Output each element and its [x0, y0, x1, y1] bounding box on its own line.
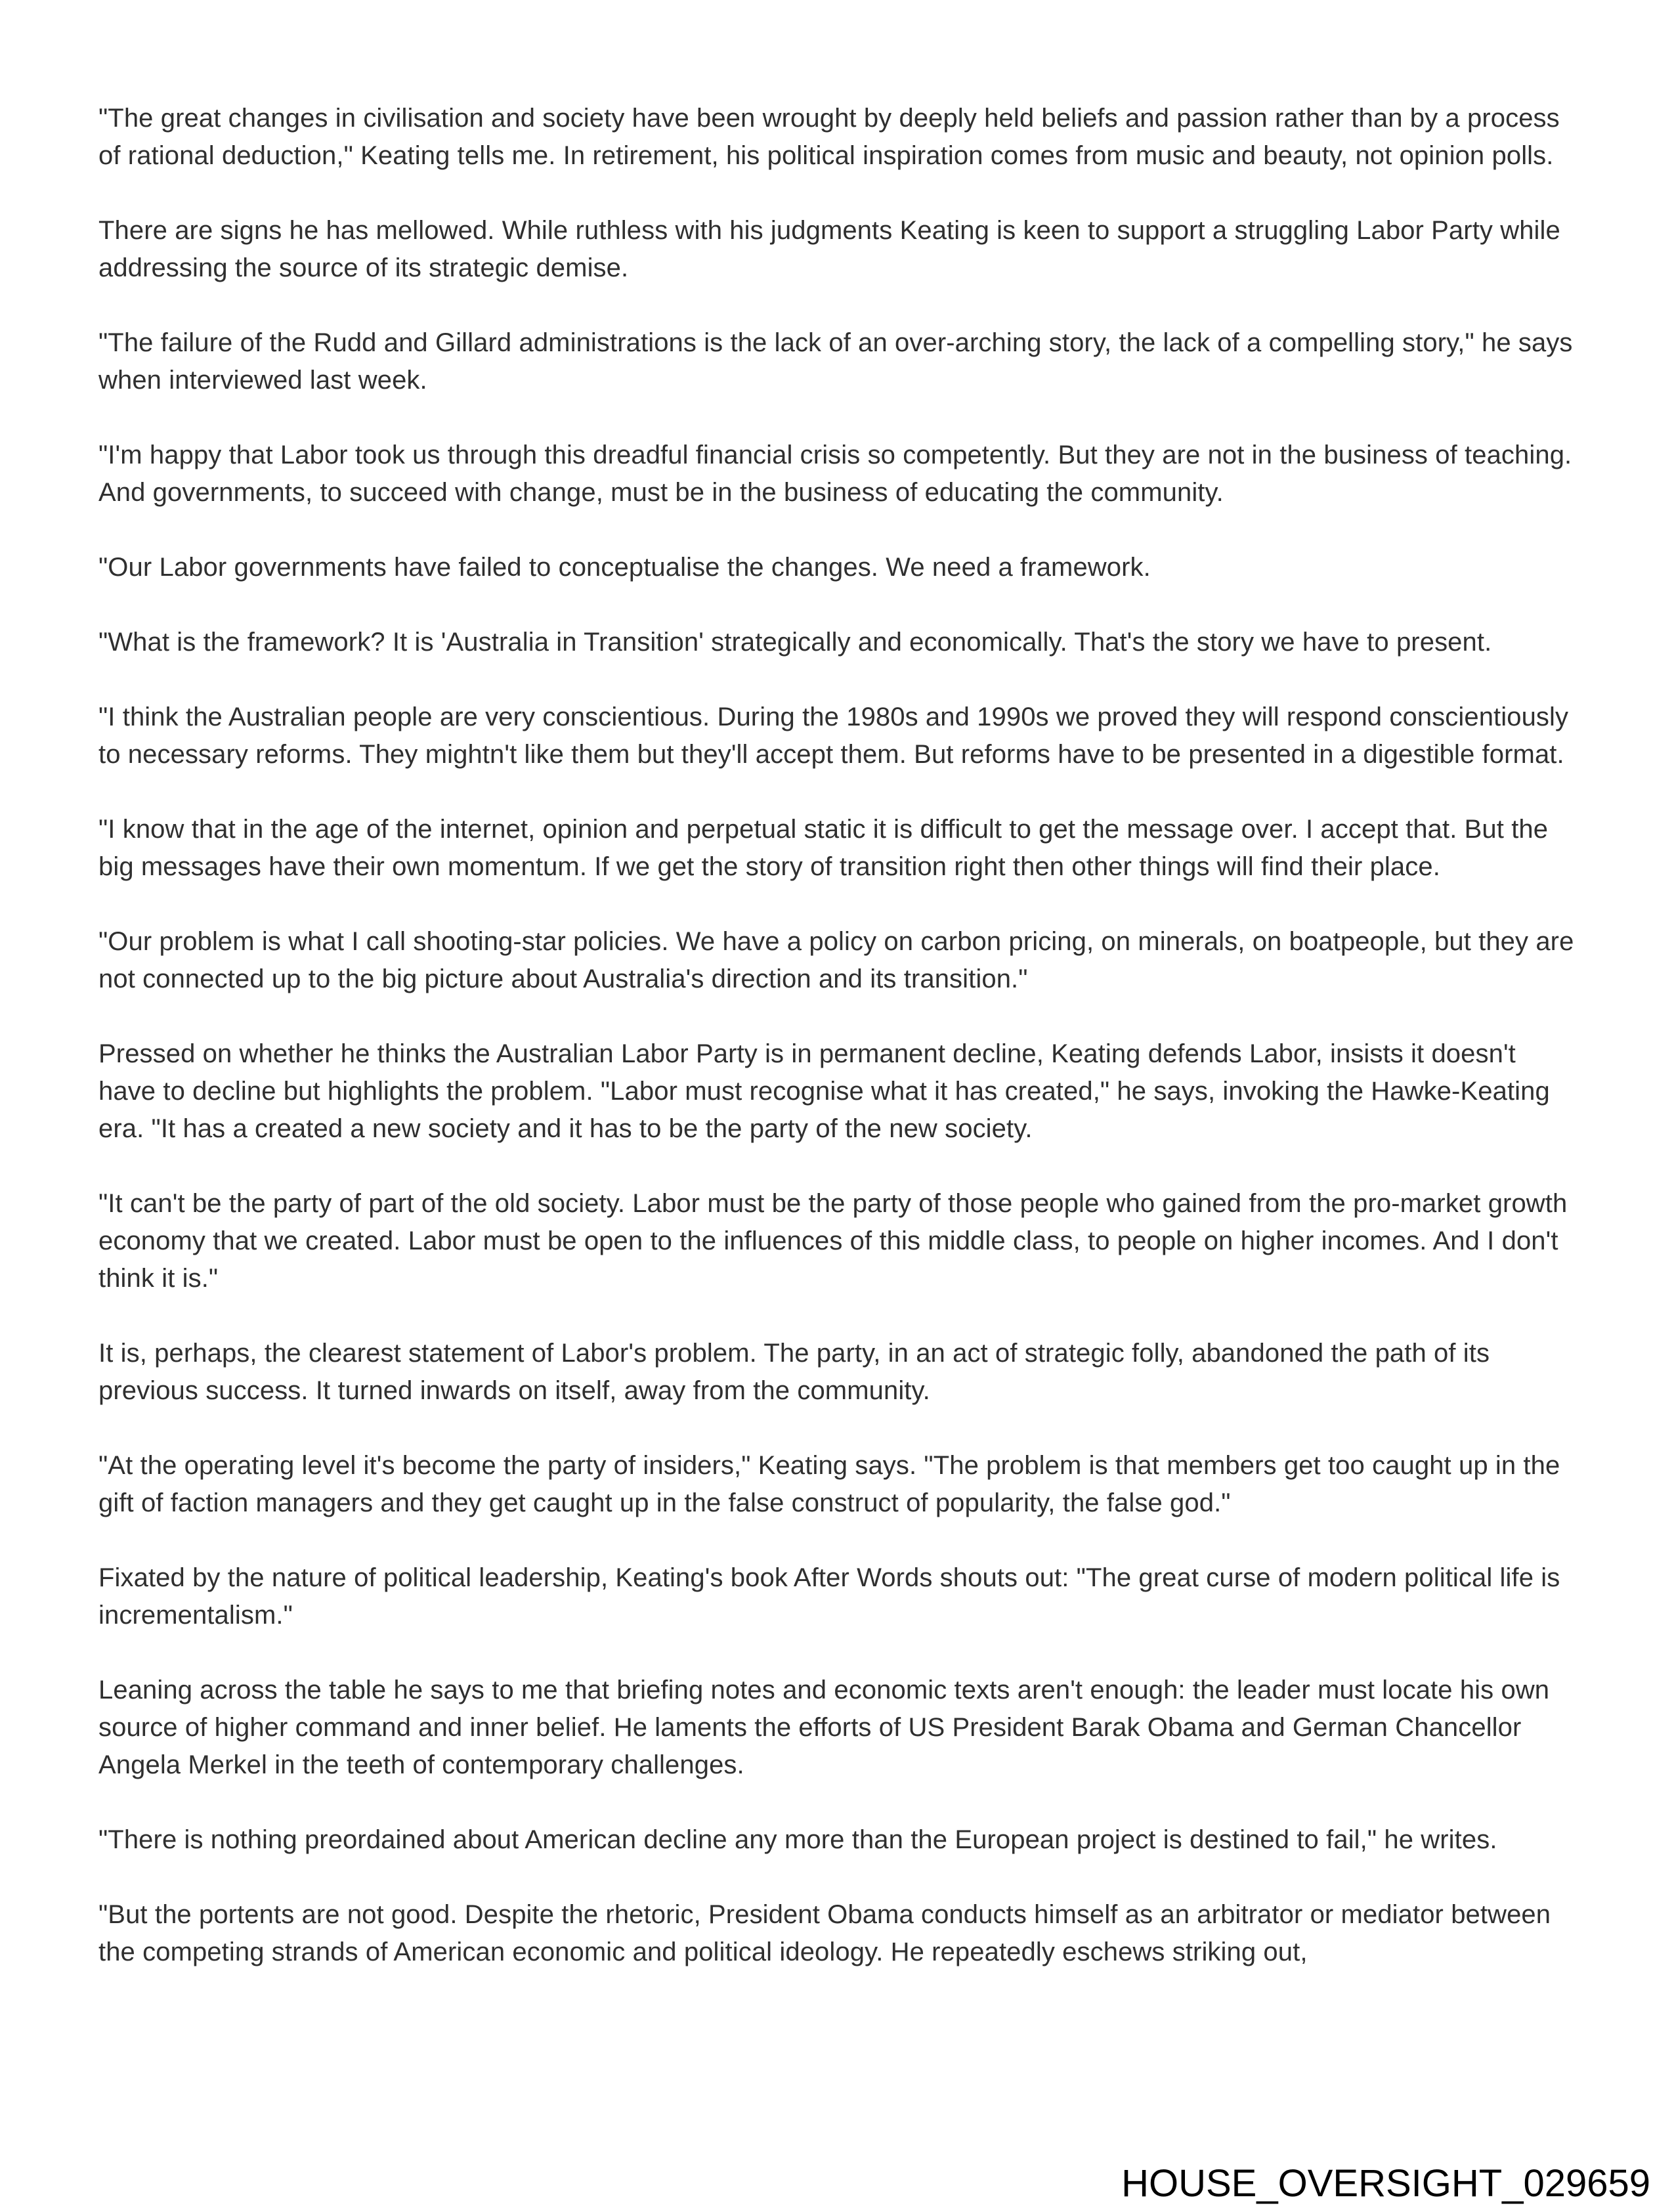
bates-stamp: HOUSE_OVERSIGHT_029659 — [1121, 2162, 1650, 2205]
paragraph: "Our Labor governments have failed to conceptualise the changes. We need a framework. — [98, 553, 1151, 582]
paragraph: "It can't be the party of part of the old society. Labor must be the party of those people who gained from the pro-market growth economy that we created. Labor must be open to the influences of this middle class, to people on higher incomes. And I don't think it is." — [98, 1189, 1568, 1293]
paragraph: "The failure of the Rudd and Gillard administrations is the lack of an over-arching story, the lack of a compelling story," he says when interviewed last week. — [98, 328, 1573, 395]
paragraph: "I'm happy that Labor took us through this dreadful financial crisis so competently. But they are not in the business of teaching. And governments, to succeed with change, must be in the business of educating the community. — [98, 441, 1572, 507]
paragraph: There are signs he has mellowed. While ruthless with his judgments Keating is keen to support a struggling Labor Party while addressing the source of its strategic demise. — [98, 216, 1560, 282]
paragraph: "At the operating level it's become the party of insiders," Keating says. "The problem is that members get too caught up in the gift of faction managers and they get caught up in the false construct of popularity, the false god." — [98, 1451, 1560, 1517]
paragraph: "I think the Australian people are very conscientious. During the 1980s and 1990s we proved they will respond conscientiously to necessary reforms. They mightn't like them but they'll accept them. But reforms have to be presented in a digestible format. — [98, 703, 1569, 769]
paragraph: "Our problem is what I call shooting-star policies. We have a policy on carbon pricing, on minerals, on boatpeople, but they are not connected up to the big picture about Australia's direction and its transition." — [98, 927, 1574, 993]
paragraph: Leaning across the table he says to me that briefing notes and economic texts aren't enough: the leader must locate his own source of higher command and inner belief. He laments the efforts of US President Barak Obama and German Chancellor Angela Merkel in the teeth of contemporary challenges. — [98, 1676, 1550, 1779]
paragraph: "The great changes in civilisation and society have been wrought by deeply held beliefs and passion rather than by a process of rational deduction," Keating tells me. In retirement, his political inspiration comes from music and beauty, not opinion polls. — [98, 104, 1560, 170]
article-body — [98, 100, 1579, 2008]
paragraph: Fixated by the nature of political leadership, Keating's book After Words shouts out: "The great curse of modern political life is incrementalism." — [98, 1563, 1560, 1630]
paragraph: "But the portents are not good. Despite the rhetoric, President Obama conducts himself as an arbitrator or mediator between the competing strands of American economic and political ideology. He repeatedly eschews striking out, — [98, 1900, 1551, 1966]
paragraph: It is, perhaps, the clearest statement of Labor's problem. The party, in an act of strategic folly, abandoned the path of its previous success. It turned inwards on itself, away from the community. — [98, 1339, 1490, 1405]
paragraph: Pressed on whether he thinks the Australian Labor Party is in permanent decline, Keating defends Labor, insists it doesn't have to decline but highlights the problem. "Labor must recognise what it has created," he says, invoking the Hawke-Keating era. "It has a created a new society and it has to be the party of the new society. — [98, 1039, 1550, 1143]
paragraph: "There is nothing preordained about American decline any more than the European project is destined to fail," he writes. — [98, 1825, 1497, 1854]
paragraph: "What is the framework? It is 'Australia in Transition' strategically and economically. That's the story we have to present. — [98, 628, 1492, 657]
paragraph: "I know that in the age of the internet, opinion and perpetual static it is difficult to get the message over. I accept that. But the big messages have their own momentum. If we get the story of transition right then other things will find their place. — [98, 815, 1549, 881]
